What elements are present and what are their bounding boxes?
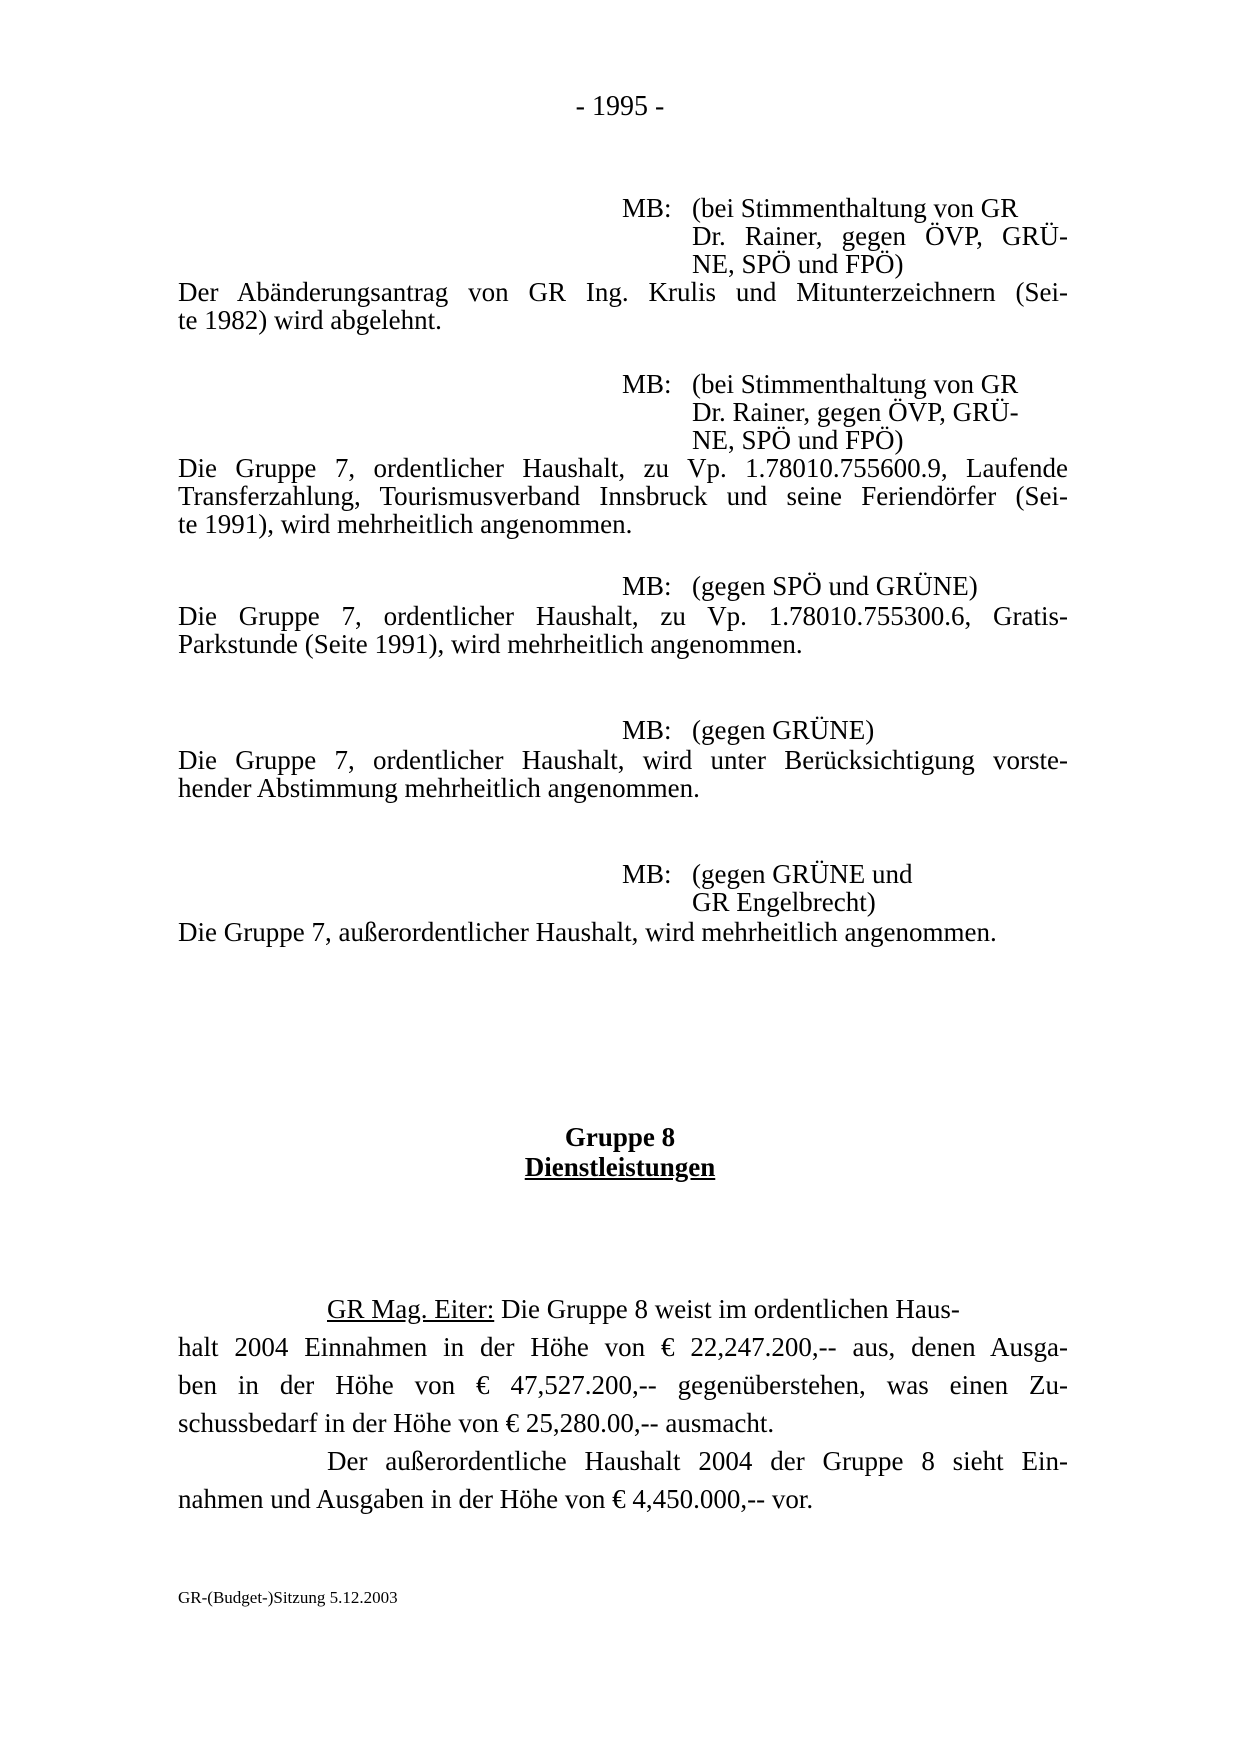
vote-note-text xyxy=(692,370,1068,454)
text-line: ben in der Höhe von € 47,527.200,-- gegenüberstehen, was einen Zu- xyxy=(178,1370,1068,1400)
text-line: hender Abstimmung mehrheitlich angenommen. xyxy=(178,773,700,803)
text-line: halt 2004 Einnahmen in der Höhe von € 22,247.200,-- aus, denen Ausga- xyxy=(178,1332,1068,1362)
vote-note xyxy=(622,860,1068,916)
speech-first-line xyxy=(178,1290,1068,1328)
vote-note-label: MB: xyxy=(622,193,672,223)
vote-note-label: MB: xyxy=(622,859,672,889)
vote-note xyxy=(622,716,1068,744)
text-line: Dr. Rainer, gegen ÖVP, GRÜ- xyxy=(692,221,1068,251)
text-line: schussbedarf in der Höhe von € 25,280.00,-- ausmacht. xyxy=(178,1408,775,1438)
paragraph xyxy=(178,746,1068,802)
text-line: NE, SPÖ und FPÖ) xyxy=(692,249,904,279)
section-subtitle: Dienstleistungen xyxy=(524,1152,716,1182)
text-line: Dr. Rainer, gegen ÖVP, GRÜ- xyxy=(692,397,1019,427)
paragraph xyxy=(178,278,1068,334)
text-line: (gegen SPÖ und GRÜNE) xyxy=(692,571,978,601)
text-line: te 1982) wird abgelehnt. xyxy=(178,305,442,335)
speaker-name: GR Mag. Eiter: xyxy=(327,1294,495,1324)
paragraph xyxy=(178,918,1068,946)
text-line: (bei Stimmenthaltung von GR xyxy=(692,193,1019,223)
speech xyxy=(178,1290,1068,1518)
vote-note-label: MB: xyxy=(622,715,672,745)
vote-note-text xyxy=(692,860,1068,916)
text-line: (bei Stimmenthaltung von GR xyxy=(692,369,1019,399)
text-line: GR Engelbrecht) xyxy=(692,887,876,917)
text-line: Transferzahlung, Tourismusverband Innsbruck und seine Feriendörfer (Sei- xyxy=(178,481,1068,511)
paragraph xyxy=(178,454,1068,538)
text-line: nahmen und Ausgaben in der Höhe von € 4,450.000,-- vor. xyxy=(178,1484,814,1514)
page-footer: GR-(Budget-)Sitzung 5.12.2003 xyxy=(178,1588,398,1607)
page-number: - 1995 - xyxy=(575,91,665,122)
text-line: Der außerordentliche Haushalt 2004 der Gruppe 8 sieht Ein- xyxy=(327,1446,1068,1476)
text-line: te 1991), wird mehrheitlich angenommen. xyxy=(178,509,633,539)
vote-note-label: MB: xyxy=(622,571,672,601)
vote-note-label: MB: xyxy=(622,369,672,399)
vote-note xyxy=(622,194,1068,278)
text-line: Der Abänderungsantrag von GR Ing. Krulis und Mitunterzeichnern (Sei- xyxy=(178,277,1068,307)
text-line: NE, SPÖ und FPÖ) xyxy=(692,425,904,455)
vote-note-text xyxy=(692,572,1068,600)
vote-note xyxy=(622,370,1068,454)
vote-note-text xyxy=(692,194,1068,278)
section-title: Gruppe 8 xyxy=(564,1122,676,1152)
text-line: Die Gruppe 7, ordentlicher Haushalt, wird unter Berücksichtigung vorste- xyxy=(178,745,1068,775)
text-line: Parkstunde (Seite 1991), wird mehrheitlich angenommen. xyxy=(178,629,803,659)
text-line: Die Gruppe 8 weist im ordentlichen Haus- xyxy=(494,1294,960,1324)
vote-note-text xyxy=(692,716,1068,744)
text-line: (gegen GRÜNE und xyxy=(692,859,913,889)
vote-note xyxy=(622,572,1068,600)
section-heading xyxy=(0,1122,1240,1182)
text-line: (gegen GRÜNE) xyxy=(692,715,875,745)
text-line: Die Gruppe 7, ordentlicher Haushalt, zu Vp. 1.78010.755600.9, Laufende xyxy=(178,453,1068,483)
text-line: Die Gruppe 7, ordentlicher Haushalt, zu Vp. 1.78010.755300.6, Gratis- xyxy=(178,601,1068,631)
paragraph xyxy=(178,602,1068,658)
text-line: Die Gruppe 7, außerordentlicher Haushalt, wird mehrheitlich angenommen. xyxy=(178,917,997,947)
